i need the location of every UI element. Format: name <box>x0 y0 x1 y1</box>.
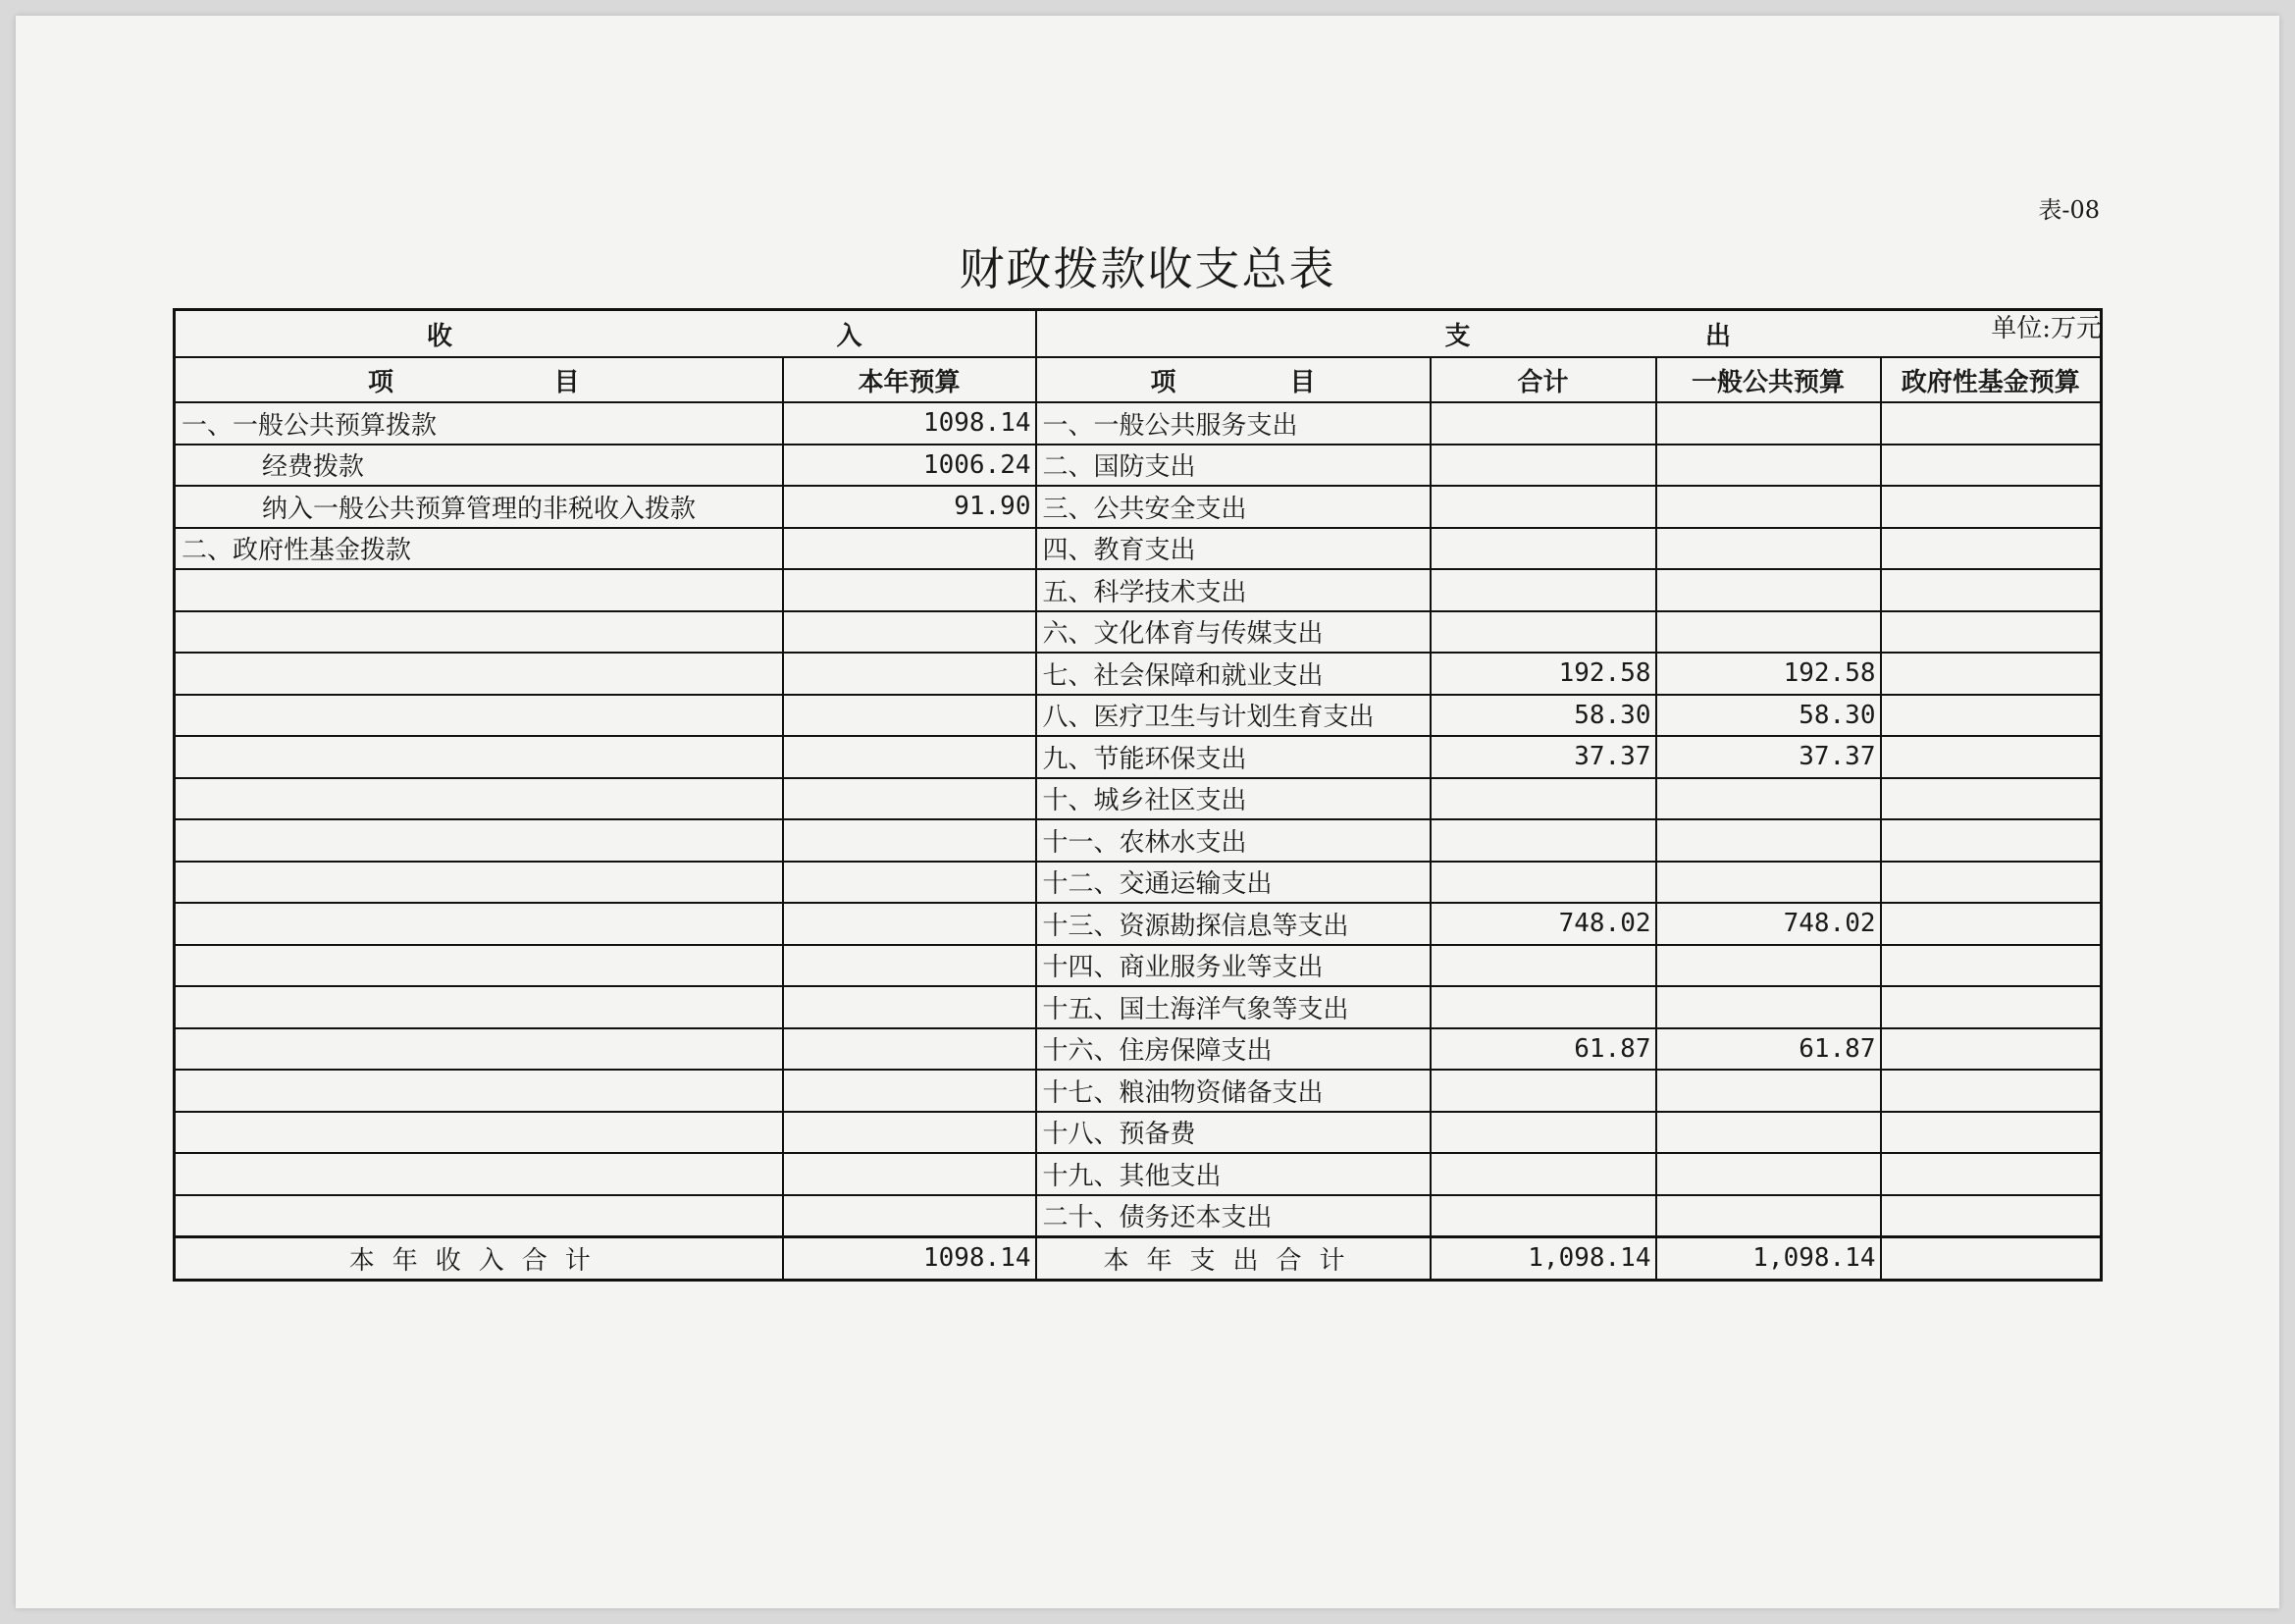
expense-item-cell: 二、国防支出 <box>1036 445 1431 487</box>
income-budget-cell <box>783 695 1036 737</box>
expense-total-cell: 37.37 <box>1431 736 1656 778</box>
income-budget-header: 本年预算 <box>783 357 1036 402</box>
expense-general-cell <box>1656 819 1881 862</box>
income-budget-cell <box>783 1153 1036 1195</box>
page-title: 财政拨款收支总表 <box>959 242 1336 295</box>
income-budget-cell <box>783 1028 1036 1071</box>
expense-fund-cell <box>1881 1153 2102 1195</box>
expense-fund-cell <box>1881 653 2102 695</box>
income-item-cell <box>175 1153 783 1195</box>
expense-item-cell: 三、公共安全支出 <box>1036 486 1431 528</box>
expense-general-cell <box>1656 402 1881 445</box>
expense-fund-cell <box>1881 528 2102 570</box>
expense-total-cell <box>1431 569 1656 611</box>
expense-item-cell: 八、医疗卫生与计划生育支出 <box>1036 695 1431 737</box>
income-budget-cell <box>783 736 1036 778</box>
expense-general-cell: 61.87 <box>1656 1028 1881 1071</box>
expense-general-cell <box>1656 528 1881 570</box>
expense-total-cell <box>1431 945 1656 987</box>
expense-total-cell: 748.02 <box>1431 903 1656 945</box>
table-row <box>175 1112 2102 1154</box>
expense-item-cell: 一、一般公共服务支出 <box>1036 402 1431 445</box>
expense-fund-budget-header: 政府性基金预算 <box>1881 357 2102 402</box>
expense-fund-cell <box>1881 1112 2102 1154</box>
table-row <box>175 695 2102 737</box>
expense-general-cell <box>1656 1070 1881 1112</box>
income-budget-cell <box>783 903 1036 945</box>
expense-general-cell <box>1656 486 1881 528</box>
expense-total-cell <box>1431 611 1656 654</box>
expense-total-cell <box>1431 486 1656 528</box>
income-budget-cell: 1006.24 <box>783 445 1036 487</box>
income-item-cell <box>175 862 783 904</box>
expense-item-cell: 十五、国土海洋气象等支出 <box>1036 986 1431 1028</box>
table-row <box>175 862 2102 904</box>
expense-general-cell <box>1656 1153 1881 1195</box>
income-item-cell <box>175 695 783 737</box>
table-header <box>175 310 2102 403</box>
expense-item-cell: 二十、债务还本支出 <box>1036 1195 1431 1237</box>
income-item-cell: 二、政府性基金拨款 <box>175 528 783 570</box>
income-budget-cell <box>783 1112 1036 1154</box>
form-number: 表-08 <box>2038 196 2100 224</box>
table-row <box>175 736 2102 778</box>
expense-fund-cell <box>1881 569 2102 611</box>
expense-general-cell <box>1656 945 1881 987</box>
expense-total-value: 1,098.14 <box>1431 1237 1656 1281</box>
table-row <box>175 986 2102 1028</box>
expense-total-cell <box>1431 819 1656 862</box>
expense-item-cell: 十、城乡社区支出 <box>1036 778 1431 820</box>
expense-fund-cell <box>1881 986 2102 1028</box>
expense-item-header: 项目 <box>1036 357 1431 402</box>
expense-fund-cell <box>1881 445 2102 487</box>
expense-total-cell <box>1431 862 1656 904</box>
expense-item-cell: 十二、交通运输支出 <box>1036 862 1431 904</box>
income-item-cell: 一、一般公共预算拨款 <box>175 402 783 445</box>
expense-total-cell <box>1431 528 1656 570</box>
income-item-cell <box>175 1028 783 1071</box>
income-item-cell <box>175 569 783 611</box>
expense-total-cell <box>1431 402 1656 445</box>
expense-group-header: 支出 <box>1036 310 2102 358</box>
expense-fund-cell <box>1881 1070 2102 1112</box>
table-row <box>175 611 2102 654</box>
income-budget-cell <box>783 819 1036 862</box>
expense-fund-cell <box>1881 862 2102 904</box>
income-budget-cell <box>783 778 1036 820</box>
unit-label: 单位:万元 <box>1991 314 2102 343</box>
expense-total-cell <box>1431 1070 1656 1112</box>
income-total-value: 1098.14 <box>783 1237 1036 1281</box>
income-budget-cell: 91.90 <box>783 486 1036 528</box>
total-row <box>175 1237 2102 1281</box>
income-budget-cell <box>783 862 1036 904</box>
table-row <box>175 1028 2102 1071</box>
income-item-cell <box>175 945 783 987</box>
table-row <box>175 903 2102 945</box>
expense-general-cell <box>1656 611 1881 654</box>
expense-general-cell <box>1656 1195 1881 1237</box>
expense-total-label: 本年支出合计 <box>1036 1237 1431 1281</box>
expense-fund-total-value <box>1881 1237 2102 1281</box>
income-budget-cell <box>783 653 1036 695</box>
expense-general-cell <box>1656 862 1881 904</box>
income-item-cell <box>175 819 783 862</box>
income-item-cell <box>175 778 783 820</box>
income-item-cell <box>175 1112 783 1154</box>
income-item-header: 项目 <box>175 357 783 402</box>
expense-total-header: 合计 <box>1431 357 1656 402</box>
expense-item-cell: 十七、粮油物资储备支出 <box>1036 1070 1431 1112</box>
table-row <box>175 1195 2102 1237</box>
table-row <box>175 945 2102 987</box>
income-item-cell: 经费拨款 <box>175 445 783 487</box>
expense-general-cell <box>1656 569 1881 611</box>
table-row <box>175 1070 2102 1112</box>
expense-total-cell: 61.87 <box>1431 1028 1656 1071</box>
table-row <box>175 1153 2102 1195</box>
expense-fund-cell <box>1881 778 2102 820</box>
income-item-cell <box>175 1070 783 1112</box>
table-row <box>175 402 2102 445</box>
expense-general-cell: 748.02 <box>1656 903 1881 945</box>
expense-total-cell: 192.58 <box>1431 653 1656 695</box>
budget-summary-table <box>173 308 2103 1282</box>
income-budget-cell <box>783 1070 1036 1112</box>
expense-fund-cell <box>1881 819 2102 862</box>
expense-item-cell: 十八、预备费 <box>1036 1112 1431 1154</box>
income-budget-cell <box>783 611 1036 654</box>
table-row <box>175 819 2102 862</box>
expense-fund-cell <box>1881 611 2102 654</box>
expense-fund-cell <box>1881 903 2102 945</box>
table-row <box>175 486 2102 528</box>
expense-total-cell <box>1431 778 1656 820</box>
income-budget-cell: 1098.14 <box>783 402 1036 445</box>
expense-fund-cell <box>1881 486 2102 528</box>
expense-total-cell <box>1431 986 1656 1028</box>
expense-item-cell: 四、教育支出 <box>1036 528 1431 570</box>
expense-fund-cell <box>1881 402 2102 445</box>
expense-fund-cell <box>1881 1028 2102 1071</box>
table-row <box>175 569 2102 611</box>
income-item-cell <box>175 1195 783 1237</box>
expense-item-cell: 十一、农林水支出 <box>1036 819 1431 862</box>
income-budget-cell <box>783 1195 1036 1237</box>
table-row <box>175 445 2102 487</box>
income-item-cell <box>175 903 783 945</box>
expense-total-cell <box>1431 1195 1656 1237</box>
income-item-cell: 纳入一般公共预算管理的非税收入拨款 <box>175 486 783 528</box>
expense-item-cell: 十九、其他支出 <box>1036 1153 1431 1195</box>
header-group-row <box>175 310 2102 358</box>
expense-general-cell: 58.30 <box>1656 695 1881 737</box>
expense-item-cell: 六、文化体育与传媒支出 <box>1036 611 1431 654</box>
income-item-cell <box>175 611 783 654</box>
expense-item-cell: 五、科学技术支出 <box>1036 569 1431 611</box>
expense-general-cell <box>1656 1112 1881 1154</box>
income-group-header: 收入 <box>175 310 1036 358</box>
expense-fund-cell <box>1881 945 2102 987</box>
expense-general-cell: 37.37 <box>1656 736 1881 778</box>
expense-fund-cell <box>1881 695 2102 737</box>
header-column-row <box>175 357 2102 402</box>
expense-general-cell <box>1656 778 1881 820</box>
expense-item-cell: 七、社会保障和就业支出 <box>1036 653 1431 695</box>
expense-item-cell: 九、节能环保支出 <box>1036 736 1431 778</box>
expense-general-budget-header: 一般公共预算 <box>1656 357 1881 402</box>
table-row <box>175 528 2102 570</box>
expense-total-cell <box>1431 1112 1656 1154</box>
expense-fund-cell <box>1881 736 2102 778</box>
expense-total-cell <box>1431 1153 1656 1195</box>
expense-fund-cell <box>1881 1195 2102 1237</box>
income-item-cell <box>175 986 783 1028</box>
expense-general-cell: 192.58 <box>1656 653 1881 695</box>
table-row <box>175 653 2102 695</box>
income-budget-cell <box>783 528 1036 570</box>
income-budget-cell <box>783 569 1036 611</box>
table-row <box>175 778 2102 820</box>
expense-total-cell: 58.30 <box>1431 695 1656 737</box>
income-item-cell <box>175 653 783 695</box>
income-item-cell <box>175 736 783 778</box>
expense-item-cell: 十四、商业服务业等支出 <box>1036 945 1431 987</box>
expense-general-cell <box>1656 445 1881 487</box>
expense-general-total-value: 1,098.14 <box>1656 1237 1881 1281</box>
expense-item-cell: 十六、住房保障支出 <box>1036 1028 1431 1071</box>
expense-general-cell <box>1656 986 1881 1028</box>
income-budget-cell <box>783 945 1036 987</box>
expense-item-cell: 十三、资源勘探信息等支出 <box>1036 903 1431 945</box>
table-body <box>175 402 2102 1280</box>
expense-total-cell <box>1431 445 1656 487</box>
income-budget-cell <box>783 986 1036 1028</box>
income-total-label: 本年收入合计 <box>175 1237 783 1281</box>
